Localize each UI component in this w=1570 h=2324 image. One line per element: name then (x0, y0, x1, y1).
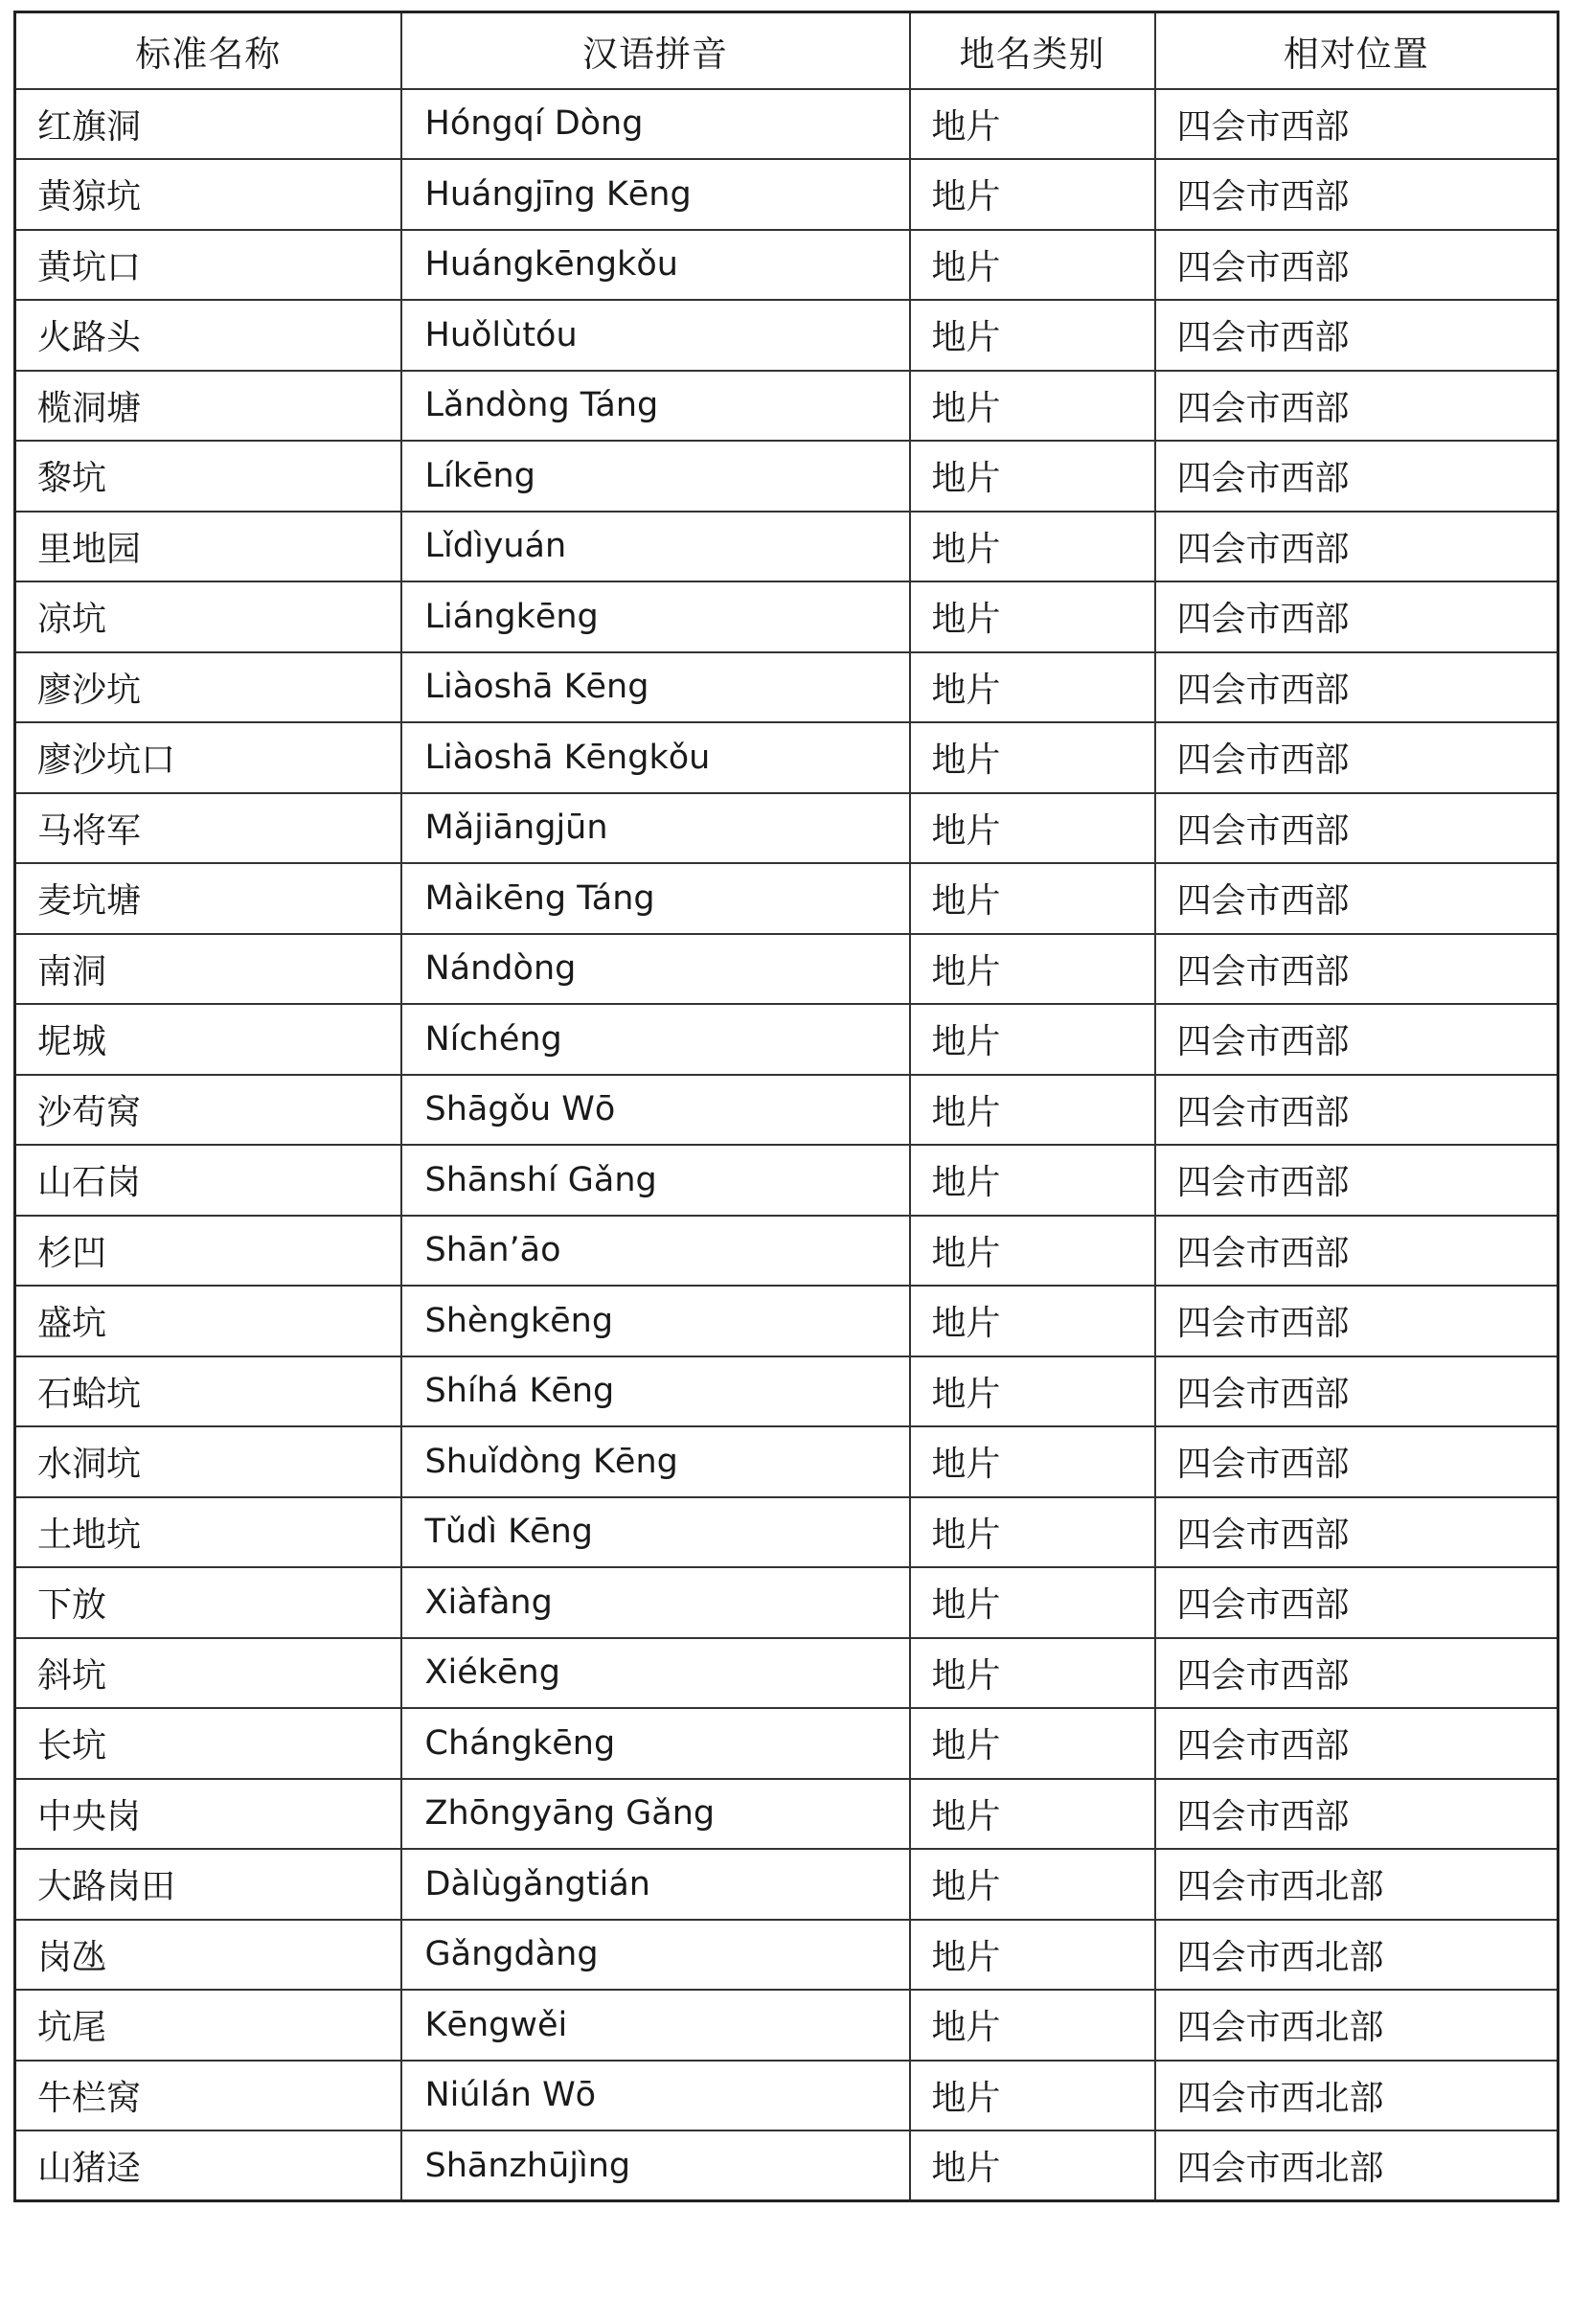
table-row (15, 1216, 1559, 1287)
cell-standard-name: 马将军 (15, 793, 401, 864)
cell-relative-position: 四会市西部 (1155, 512, 1559, 582)
cell-pinyin: Huángjīng Kēng (401, 159, 910, 230)
cell-standard-name: 坭城 (15, 1004, 401, 1075)
cell-place-type: 地片 (910, 863, 1155, 934)
table-row (15, 1990, 1559, 2061)
header-pinyin: 汉语拼音 (401, 12, 910, 89)
table-row (15, 1497, 1559, 1568)
cell-place-type: 地片 (910, 2130, 1155, 2201)
cell-standard-name: 岗氹 (15, 1920, 401, 1991)
cell-relative-position: 四会市西部 (1155, 159, 1559, 230)
cell-place-type: 地片 (910, 1075, 1155, 1146)
cell-place-type: 地片 (910, 1638, 1155, 1709)
cell-pinyin: Shèngkēng (401, 1286, 910, 1356)
cell-relative-position: 四会市西部 (1155, 1638, 1559, 1709)
cell-standard-name: 长坑 (15, 1708, 401, 1779)
cell-pinyin: Líkēng (401, 441, 910, 512)
table-row (15, 1849, 1559, 1920)
table-row (15, 300, 1559, 371)
header-place-type: 地名类别 (910, 12, 1155, 89)
cell-pinyin: Liángkēng (401, 581, 910, 652)
cell-pinyin: Níchéng (401, 1004, 910, 1075)
cell-pinyin: Shuǐdòng Kēng (401, 1426, 910, 1497)
cell-place-type: 地片 (910, 230, 1155, 301)
table-row (15, 793, 1559, 864)
table-row (15, 1356, 1559, 1427)
table-row (15, 934, 1559, 1005)
table-row (15, 1075, 1559, 1146)
cell-place-type: 地片 (910, 441, 1155, 512)
cell-place-type: 地片 (910, 512, 1155, 582)
cell-pinyin: Nándòng (401, 934, 910, 1005)
cell-pinyin: Mǎjiāngjūn (401, 793, 910, 864)
cell-pinyin: Shānshí Gǎng (401, 1145, 910, 1216)
cell-relative-position: 四会市西部 (1155, 722, 1559, 793)
cell-place-type: 地片 (910, 1990, 1155, 2061)
cell-relative-position: 四会市西部 (1155, 1356, 1559, 1427)
cell-standard-name: 黎坑 (15, 441, 401, 512)
cell-standard-name: 黄坑口 (15, 230, 401, 301)
cell-standard-name: 斜坑 (15, 1638, 401, 1709)
cell-standard-name: 凉坑 (15, 581, 401, 652)
cell-pinyin: Chángkēng (401, 1708, 910, 1779)
table-row (15, 512, 1559, 582)
cell-relative-position: 四会市西部 (1155, 1145, 1559, 1216)
cell-standard-name: 里地园 (15, 512, 401, 582)
cell-pinyin: Hóngqí Dòng (401, 89, 910, 160)
table-header (15, 12, 1559, 89)
cell-place-type: 地片 (910, 1426, 1155, 1497)
cell-relative-position: 四会市西部 (1155, 1075, 1559, 1146)
cell-relative-position: 四会市西部 (1155, 934, 1559, 1005)
cell-relative-position: 四会市西部 (1155, 89, 1559, 160)
cell-pinyin: Tǔdì Kēng (401, 1497, 910, 1568)
cell-pinyin: Dàlùgǎngtián (401, 1849, 910, 1920)
cell-standard-name: 土地坑 (15, 1497, 401, 1568)
cell-standard-name: 山猪迳 (15, 2130, 401, 2201)
table-row (15, 652, 1559, 723)
cell-standard-name: 下放 (15, 1567, 401, 1638)
cell-standard-name: 中央岗 (15, 1779, 401, 1850)
header-row (15, 12, 1559, 89)
cell-place-type: 地片 (910, 2061, 1155, 2131)
cell-place-type: 地片 (910, 1216, 1155, 1287)
cell-relative-position: 四会市西北部 (1155, 1920, 1559, 1991)
cell-place-type: 地片 (910, 1849, 1155, 1920)
header-relative-position: 相对位置 (1155, 12, 1559, 89)
cell-place-type: 地片 (910, 1779, 1155, 1850)
cell-pinyin: Xiàfàng (401, 1567, 910, 1638)
table-body (15, 89, 1559, 2201)
cell-relative-position: 四会市西部 (1155, 300, 1559, 371)
cell-relative-position: 四会市西部 (1155, 1567, 1559, 1638)
cell-relative-position: 四会市西部 (1155, 1216, 1559, 1287)
cell-place-type: 地片 (910, 1567, 1155, 1638)
cell-standard-name: 廖沙坑口 (15, 722, 401, 793)
header-standard-name: 标准名称 (15, 12, 401, 89)
table-row (15, 1426, 1559, 1497)
cell-place-type: 地片 (910, 934, 1155, 1005)
cell-pinyin: Shāgǒu Wō (401, 1075, 910, 1146)
table-row (15, 159, 1559, 230)
cell-standard-name: 黄猄坑 (15, 159, 401, 230)
cell-place-type: 地片 (910, 159, 1155, 230)
cell-standard-name: 南洞 (15, 934, 401, 1005)
cell-relative-position: 四会市西部 (1155, 1708, 1559, 1779)
table-row (15, 581, 1559, 652)
cell-pinyin: Lǎndòng Táng (401, 371, 910, 442)
table-row (15, 1920, 1559, 1991)
cell-relative-position: 四会市西部 (1155, 1286, 1559, 1356)
table-row (15, 1286, 1559, 1356)
table-row (15, 230, 1559, 301)
cell-pinyin: Niúlán Wō (401, 2061, 910, 2131)
table-row (15, 1145, 1559, 1216)
cell-pinyin: Shānzhūjìng (401, 2130, 910, 2201)
cell-pinyin: Xiékēng (401, 1638, 910, 1709)
table-row (15, 2061, 1559, 2131)
table-row (15, 1004, 1559, 1075)
table-row (15, 1708, 1559, 1779)
cell-pinyin: Gǎngdàng (401, 1920, 910, 1991)
cell-relative-position: 四会市西部 (1155, 652, 1559, 723)
cell-standard-name: 大路岗田 (15, 1849, 401, 1920)
cell-standard-name: 榄洞塘 (15, 371, 401, 442)
cell-place-type: 地片 (910, 722, 1155, 793)
cell-place-type: 地片 (910, 300, 1155, 371)
table-row (15, 441, 1559, 512)
cell-place-type: 地片 (910, 371, 1155, 442)
cell-relative-position: 四会市西北部 (1155, 2130, 1559, 2201)
cell-standard-name: 麦坑塘 (15, 863, 401, 934)
cell-relative-position: 四会市西部 (1155, 1779, 1559, 1850)
cell-place-type: 地片 (910, 1286, 1155, 1356)
cell-standard-name: 牛栏窝 (15, 2061, 401, 2131)
cell-relative-position: 四会市西部 (1155, 1004, 1559, 1075)
cell-pinyin: Shān’āo (401, 1216, 910, 1287)
table-row (15, 1779, 1559, 1850)
cell-pinyin: Huǒlùtóu (401, 300, 910, 371)
cell-pinyin: Huángkēngkǒu (401, 230, 910, 301)
cell-standard-name: 石蛤坑 (15, 1356, 401, 1427)
cell-relative-position: 四会市西部 (1155, 863, 1559, 934)
cell-standard-name: 廖沙坑 (15, 652, 401, 723)
cell-standard-name: 红旗洞 (15, 89, 401, 160)
table-row (15, 1638, 1559, 1709)
cell-place-type: 地片 (910, 1920, 1155, 1991)
cell-standard-name: 沙苟窝 (15, 1075, 401, 1146)
cell-relative-position: 四会市西北部 (1155, 2061, 1559, 2131)
cell-place-type: 地片 (910, 1497, 1155, 1568)
cell-place-type: 地片 (910, 1356, 1155, 1427)
cell-relative-position: 四会市西北部 (1155, 1990, 1559, 2061)
cell-place-type: 地片 (910, 89, 1155, 160)
cell-place-type: 地片 (910, 1145, 1155, 1216)
cell-pinyin: Kēngwěi (401, 1990, 910, 2061)
cell-pinyin: Màikēng Táng (401, 863, 910, 934)
cell-relative-position: 四会市西部 (1155, 1497, 1559, 1568)
table-row (15, 89, 1559, 160)
cell-relative-position: 四会市西部 (1155, 793, 1559, 864)
cell-place-type: 地片 (910, 581, 1155, 652)
cell-standard-name: 杉凹 (15, 1216, 401, 1287)
cell-place-type: 地片 (910, 1004, 1155, 1075)
place-name-table (13, 11, 1559, 2202)
cell-relative-position: 四会市西部 (1155, 371, 1559, 442)
table-row (15, 722, 1559, 793)
table-row (15, 1567, 1559, 1638)
cell-pinyin: Liàoshā Kēng (401, 652, 910, 723)
table-row (15, 371, 1559, 442)
cell-relative-position: 四会市西北部 (1155, 1849, 1559, 1920)
cell-standard-name: 坑尾 (15, 1990, 401, 2061)
cell-relative-position: 四会市西部 (1155, 441, 1559, 512)
table-row (15, 863, 1559, 934)
cell-pinyin: Shíhá Kēng (401, 1356, 910, 1427)
cell-standard-name: 盛坑 (15, 1286, 401, 1356)
cell-standard-name: 山石岗 (15, 1145, 401, 1216)
cell-place-type: 地片 (910, 1708, 1155, 1779)
cell-standard-name: 水洞坑 (15, 1426, 401, 1497)
cell-place-type: 地片 (910, 652, 1155, 723)
cell-relative-position: 四会市西部 (1155, 581, 1559, 652)
cell-relative-position: 四会市西部 (1155, 1426, 1559, 1497)
cell-pinyin: Lǐdìyuán (401, 512, 910, 582)
table-row (15, 2130, 1559, 2201)
cell-place-type: 地片 (910, 793, 1155, 864)
cell-relative-position: 四会市西部 (1155, 230, 1559, 301)
cell-pinyin: Liàoshā Kēngkǒu (401, 722, 910, 793)
cell-pinyin: Zhōngyāng Gǎng (401, 1779, 910, 1850)
cell-standard-name: 火路头 (15, 300, 401, 371)
